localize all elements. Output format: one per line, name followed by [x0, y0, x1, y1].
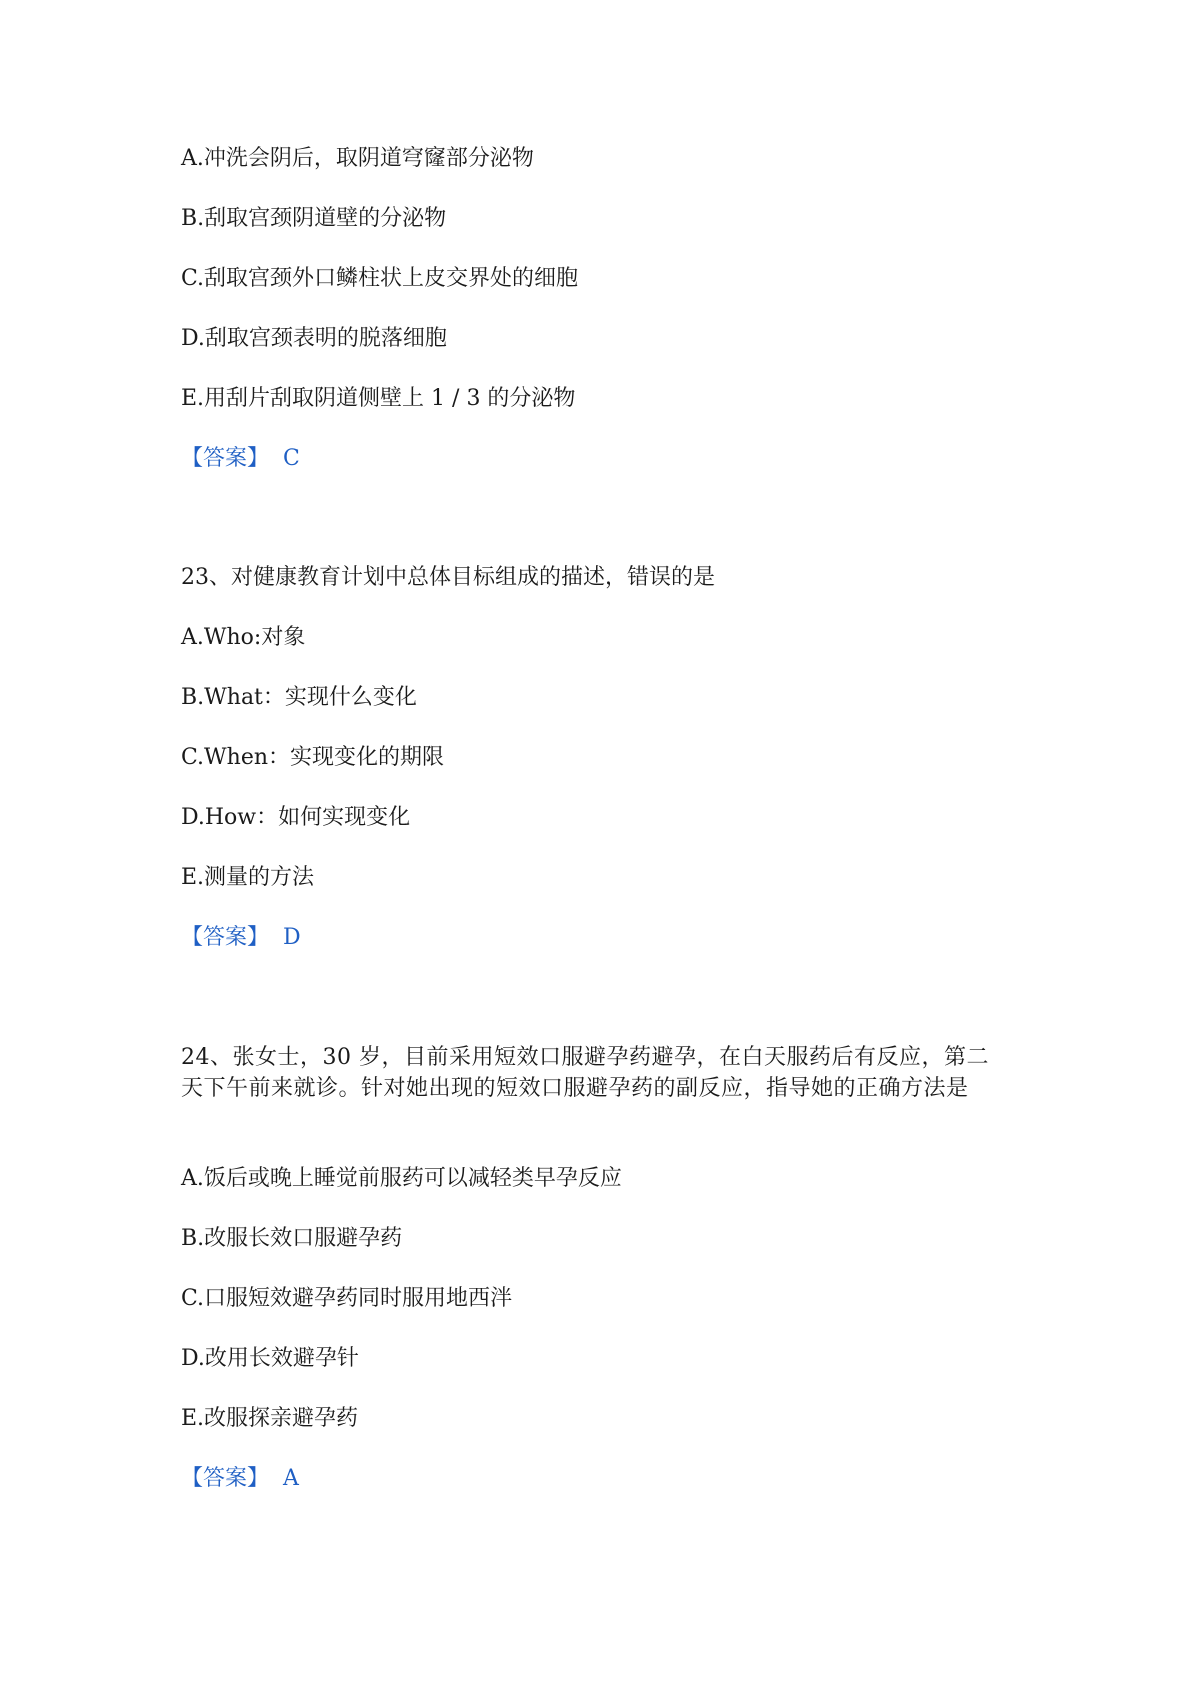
q24-option-b: B.改服长效口服避孕药	[181, 1226, 403, 1251]
answer-value: D	[283, 925, 301, 950]
q23-option-d: D.How：如何实现变化	[181, 805, 411, 830]
q22-option-a: A.冲洗会阴后，取阴道穹窿部分泌物	[181, 146, 534, 171]
q24-option-c: C.口服短效避孕药同时服用地西泮	[181, 1286, 513, 1311]
q23-answer	[181, 923, 301, 953]
q24-answer	[181, 1464, 299, 1494]
q22-option-b: B.刮取宫颈阴道壁的分泌物	[181, 206, 447, 231]
answer-label: 【答案】	[181, 1466, 270, 1491]
q23-option-c: C.When：实现变化的期限	[181, 745, 445, 770]
q24-option-e: E.改服探亲避孕药	[181, 1406, 359, 1431]
answer-label: 【答案】	[181, 446, 270, 471]
q22-answer	[181, 444, 300, 474]
answer-value: C	[283, 446, 300, 471]
q23-option-a: A.Who:对象	[181, 625, 306, 650]
q24-option-a: A.饭后或晚上睡觉前服药可以减轻类早孕反应	[181, 1166, 622, 1191]
q24-stem: 24、张女士，30 岁，目前采用短效口服避孕药避孕，在白天服药后有反应，第二天下午前来就诊。针对她出现的短效口服避孕药的副反应，指导她的正确方法是	[181, 1045, 989, 1101]
q23-option-e: E.测量的方法	[181, 865, 315, 890]
answer-value: A	[283, 1466, 299, 1491]
q23-stem: 23、对健康教育计划中总体目标组成的描述，错误的是	[181, 565, 715, 590]
q22-option-c: C.刮取宫颈外口鳞柱状上皮交界处的细胞	[181, 266, 579, 291]
q24-option-d: D.改用长效避孕针	[181, 1346, 359, 1371]
answer-label: 【答案】	[181, 925, 270, 950]
q22-option-d: D.刮取宫颈表明的脱落细胞	[181, 326, 447, 351]
q22-option-e: E.用刮片刮取阴道侧壁上 1 / 3 的分泌物	[181, 386, 576, 411]
q23-option-b: B.What：实现什么变化	[181, 685, 417, 710]
